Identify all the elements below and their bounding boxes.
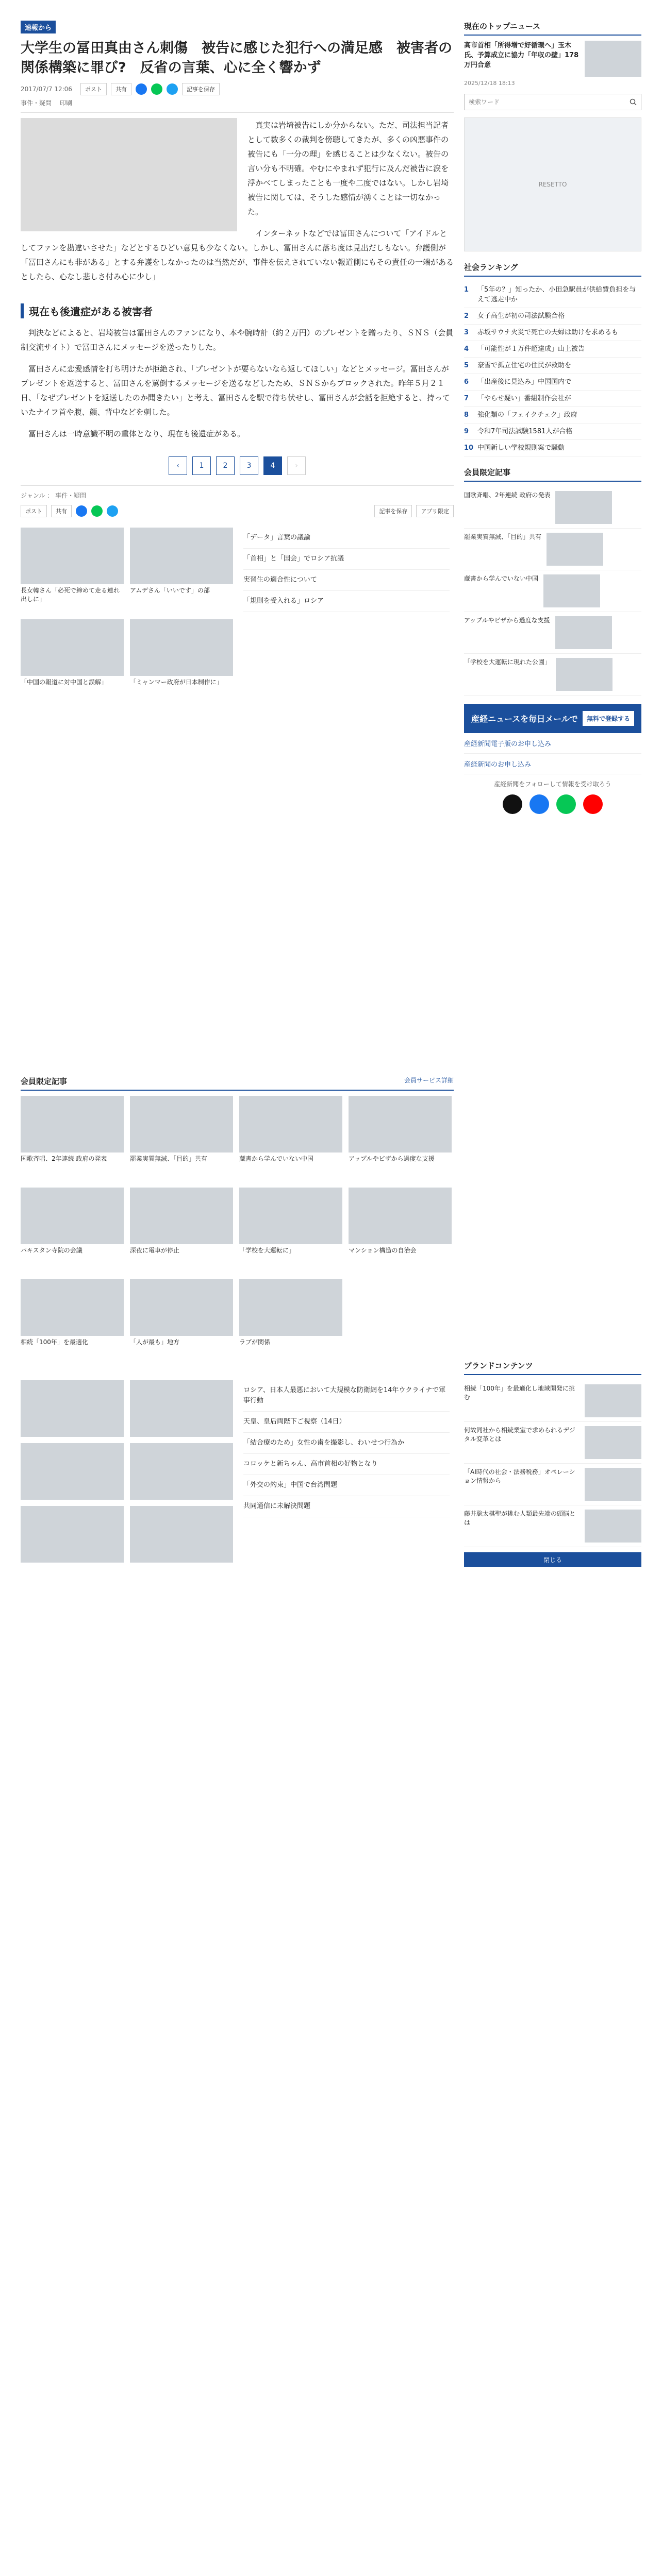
member-card[interactable]: マンション構造の自治会 xyxy=(349,1188,452,1273)
main-column xyxy=(21,21,454,1563)
paragraph: 冨田さんに恋愛感情を打ち明けたが拒絶され、「プレゼントが要らないなら返してほしい」などとメッセージ。冨田さんがプレゼントを返送すると、冨田さんを罵倒するメッセージを送るなどしたため、ＳＮＳからブロックされた。昨年５月２１日、「なぜプレゼントを返送したのか聞きたい」と考え、冨田さんを駅で待ち伏せし、冨田さんが会話を拒絶すると、持っていたナイフ首や腹、顔、背中などを刺した。 xyxy=(21,364,450,417)
brand-item[interactable]: 何故同社から相続業室で求められるデジタル変革とは xyxy=(464,1422,641,1464)
ranking-item[interactable]: 7 「やらせ疑い」番組制作会社が xyxy=(464,391,641,407)
x-icon[interactable] xyxy=(503,794,522,814)
ranking-item[interactable]: 6 「出産後に見込み」中国国内で xyxy=(464,374,641,391)
member-card[interactable]: ラブが関係 xyxy=(239,1279,342,1365)
member-card[interactable]: 相続「100年」を最適化 xyxy=(21,1279,124,1365)
brand-item[interactable]: 相続「100年」を最適化し地域開発に挑む xyxy=(464,1380,641,1422)
share-bar xyxy=(80,83,220,95)
share-x-button[interactable]: ポスト xyxy=(80,83,107,95)
facebook-icon[interactable] xyxy=(76,505,87,517)
youtube-icon[interactable] xyxy=(583,794,603,814)
member-card[interactable]: 「人が最も」地方 xyxy=(130,1279,233,1365)
digital-subscribe-link[interactable]: 産経新聞電子版のお申し込み xyxy=(464,733,641,754)
member-card[interactable]: アップルやビザから過度な支援 xyxy=(349,1096,452,1181)
top-news-title: 現在のトップニュース xyxy=(464,21,641,36)
members-header xyxy=(21,1076,454,1091)
member-card[interactable]: パキスタン寺院の会議 xyxy=(21,1188,124,1273)
lower-card[interactable] xyxy=(21,1443,124,1500)
member-card[interactable]: 国歌斉唱、2年連続 政府の発表 xyxy=(21,1096,124,1181)
members-grid xyxy=(21,1096,454,1365)
article-photo xyxy=(21,118,237,231)
ranking-item[interactable]: 2 女子高生が初の司法試験合格 xyxy=(464,308,641,325)
page-3[interactable]: 3 xyxy=(240,456,258,475)
footer-meta xyxy=(21,491,454,500)
lower-cards xyxy=(21,1380,233,1563)
lower-card[interactable] xyxy=(130,1443,233,1500)
page-4[interactable]: 4 xyxy=(263,456,282,475)
list-item[interactable]: 「外交の約束」中国で台湾問題 xyxy=(243,1475,450,1496)
article-title: 大学生の冨田真由さん刺傷 被告に感じた犯行への満足感 被害者の関係構築に罪び? 反省の言葉、心に全く響かず xyxy=(21,40,452,76)
member-card[interactable]: 罷業実質無減、「目的」共有 xyxy=(130,1096,233,1181)
article-submeta xyxy=(21,98,454,107)
bluesky-icon[interactable] xyxy=(167,83,178,95)
lower-block xyxy=(21,1380,454,1563)
line-icon[interactable] xyxy=(91,505,103,517)
ranking-item[interactable]: 8 強化類の「フェイクチェク」政府 xyxy=(464,407,641,423)
list-item[interactable]: コロッケと新ちゃん、高市首相の好物となり xyxy=(243,1454,450,1475)
paragraph: 真実は岩埼被告にしか分からない。ただ、司法担当記者として数多くの裁判を傍聴してきたが、多くの凶悪事件の被告にも「一分の理」を感じることは少なくない。被告の言い分も不明確。やむにやまれず犯行に及んだ被告に涙を浮かべてしまったことも一度や二度ではない。しかし岩埼被告に関しては、そうした感情が湧くことは一切なかった。 xyxy=(247,121,449,216)
print-link[interactable]: 印刷 xyxy=(60,99,73,107)
brand-item[interactable]: 藤井聡太棋聖が挑む人類最先端の頭脳とは xyxy=(464,1505,641,1547)
ranking-item[interactable]: 4 「可能性が１万件超達成」山上被告 xyxy=(464,341,641,358)
article-meta xyxy=(21,83,454,95)
members-title: 会員限定記事 xyxy=(21,1077,68,1086)
popular-item[interactable]: 蔵書から学んでいない中国 xyxy=(464,570,641,612)
search-icon[interactable] xyxy=(625,94,641,110)
subheading: 現在も後遺症がある被害者 xyxy=(21,303,454,318)
related-cards xyxy=(21,528,233,705)
brand-title: ブランドコンテンツ xyxy=(464,1360,641,1375)
list-item[interactable]: ロシア、日本人最悪において大規模な防衛網を14年ウクライナで軍事行動 xyxy=(243,1380,450,1412)
page-1[interactable]: 1 xyxy=(192,456,211,475)
popular-item[interactable]: 国歌斉唱、2年連続 政府の発表 xyxy=(464,487,641,529)
ranking-item[interactable]: 10 中国新しい学校規則案で騒動 xyxy=(464,440,641,456)
prev-page-button[interactable]: ‹ xyxy=(169,456,187,475)
list-item[interactable]: 共同通信に未解決問題 xyxy=(243,1496,450,1517)
footer-breadcrumb[interactable]: ジャンル ： 事件・疑問 xyxy=(21,492,87,499)
lower-card[interactable] xyxy=(130,1380,233,1437)
paper-subscribe-link[interactable]: 産経新聞のお申し込み xyxy=(464,754,641,774)
app-label[interactable]: アプリ限定 xyxy=(416,505,454,517)
related-block xyxy=(21,528,454,705)
list-item[interactable]: 「規則を受入れる」ロシア xyxy=(243,591,450,612)
article-date: 2017/07/7 12:06 xyxy=(21,86,72,93)
ranking-item[interactable]: 9 令和7年司法試験1581人が合格 xyxy=(464,423,641,440)
pagination xyxy=(21,456,454,475)
top-news-date: 2025/12/18 18:13 xyxy=(464,80,515,87)
share-x-button[interactable]: ポスト xyxy=(21,505,47,517)
paragraph: 判決などによると、岩埼被告は冨田さんのファンになり、本や腕時計（約２万円）のプレゼントを贈ったり、ＳＮＳ（会員制交流サイト）で冨田さんにメッセージを送ったりした。 xyxy=(21,328,454,352)
facebook-icon[interactable] xyxy=(136,83,147,95)
brand-item[interactable]: 「AI時代の社会・法務税務」オペレーション情報から xyxy=(464,1464,641,1505)
popular-title: 会員限定記事 xyxy=(464,467,641,482)
member-card[interactable]: 「学校を大運転に」 xyxy=(239,1188,342,1273)
ranking-item[interactable]: 1 「5年の？」知ったか、小田急駅員が供給費負担を与えて逃走中か xyxy=(464,282,641,308)
newsletter-button[interactable]: 無料で登録する xyxy=(583,711,634,726)
search-box xyxy=(464,94,641,110)
member-card[interactable]: 深夜に電車が停止 xyxy=(130,1188,233,1273)
related-card[interactable]: 長女韓さん「必死で締めて走る連れ出しに」 xyxy=(21,528,124,613)
category-tag[interactable]: 速報から xyxy=(21,21,56,33)
ad-banner[interactable]: RESETTO xyxy=(464,117,641,251)
search-input[interactable] xyxy=(465,94,625,110)
sidebar xyxy=(464,21,641,1567)
list-item[interactable]: 「結合療のため」女性の歯を撮影し、わいせつ行為か xyxy=(243,1433,450,1454)
ranking-item[interactable]: 5 豪雪で孤立住宅の住民が救助を xyxy=(464,358,641,374)
footer-share xyxy=(21,505,454,517)
follow-text: 産経新聞をフォローして情報を受け取ろう xyxy=(494,781,611,788)
ranking-title: 社会ランキング xyxy=(464,262,641,277)
line-icon[interactable] xyxy=(556,794,576,814)
breadcrumb[interactable]: 事件・疑問 xyxy=(21,99,52,107)
list-item[interactable]: 実習生の適合性について xyxy=(243,570,450,591)
list-item[interactable]: 「データ」言葉の議論 xyxy=(243,528,450,549)
lower-card[interactable] xyxy=(21,1506,124,1563)
related-text-list xyxy=(243,528,450,705)
bookmark-button[interactable]: 記事を保存 xyxy=(374,505,412,517)
page-2[interactable]: 2 xyxy=(216,456,235,475)
lower-card[interactable] xyxy=(130,1506,233,1563)
list-item[interactable]: 天皇、皇后両陛下ご視察（14日） xyxy=(243,1412,450,1433)
close-button[interactable]: 閉じる xyxy=(464,1552,641,1567)
share-fb-button[interactable]: 共有 xyxy=(51,505,72,517)
list-item[interactable]: 「首相」と「国会」でロシア抗議 xyxy=(243,549,450,570)
ranking-list xyxy=(464,282,641,456)
popular-item[interactable]: 罷業実質無減、「目的」共有 xyxy=(464,529,641,570)
save-button[interactable]: 記事を保存 xyxy=(182,83,220,95)
lower-card[interactable] xyxy=(21,1380,124,1437)
related-card[interactable]: 「ミャンマー政府が日本制作に」 xyxy=(130,619,233,705)
related-card[interactable]: アムデさん「いいです」の部 xyxy=(130,528,233,613)
members-more-link[interactable]: 会員サービス詳細 xyxy=(404,1077,454,1084)
sns-row xyxy=(464,794,641,814)
paragraph: インターネットなどでは冨田さんについて「アイドルとしてファンを勘違いさせた」などとするひどい意見も少なくない。しかし、冨田さんに落ち度は見出だしもない。弁護側が「冨田さんにも非がある」とする弁護をしなかったのは当然だが、事件を伝えされていない報道側にもその責任の一端があるとしたら、心なし悲しさ付み心に少し」 xyxy=(21,229,454,281)
lower-list xyxy=(243,1380,450,1563)
member-card[interactable]: 蔵書から学んでいない中国 xyxy=(239,1096,342,1181)
ranking-item[interactable]: 3 赤坂サウナ火災で死亡の夫婦は助けを求めるも xyxy=(464,325,641,341)
newsletter-banner[interactable]: 産経ニュースを毎日メールで 無料で登録する xyxy=(464,704,641,733)
popular-item[interactable]: アップルやビザから過度な支援 xyxy=(464,612,641,654)
next-page-button[interactable]: › xyxy=(287,456,306,475)
paragraph: 冨田さんは一時意識不明の重体となり、現在も後遺症がある。 xyxy=(28,429,245,438)
line-icon[interactable] xyxy=(151,83,162,95)
related-card[interactable]: 「中国の報道に対中国と誤解」 xyxy=(21,619,124,705)
bluesky-icon[interactable] xyxy=(107,505,118,517)
facebook-icon[interactable] xyxy=(529,794,549,814)
popular-item[interactable]: 「学校を大運転に現れた公園」 xyxy=(464,654,641,696)
top-news-card[interactable]: 高市首相「所得増で好循環へ」玉木氏、予算成立に協力「年収の壁」178万円合意 xyxy=(464,41,641,77)
share-fb-button[interactable]: 共有 xyxy=(111,83,131,95)
